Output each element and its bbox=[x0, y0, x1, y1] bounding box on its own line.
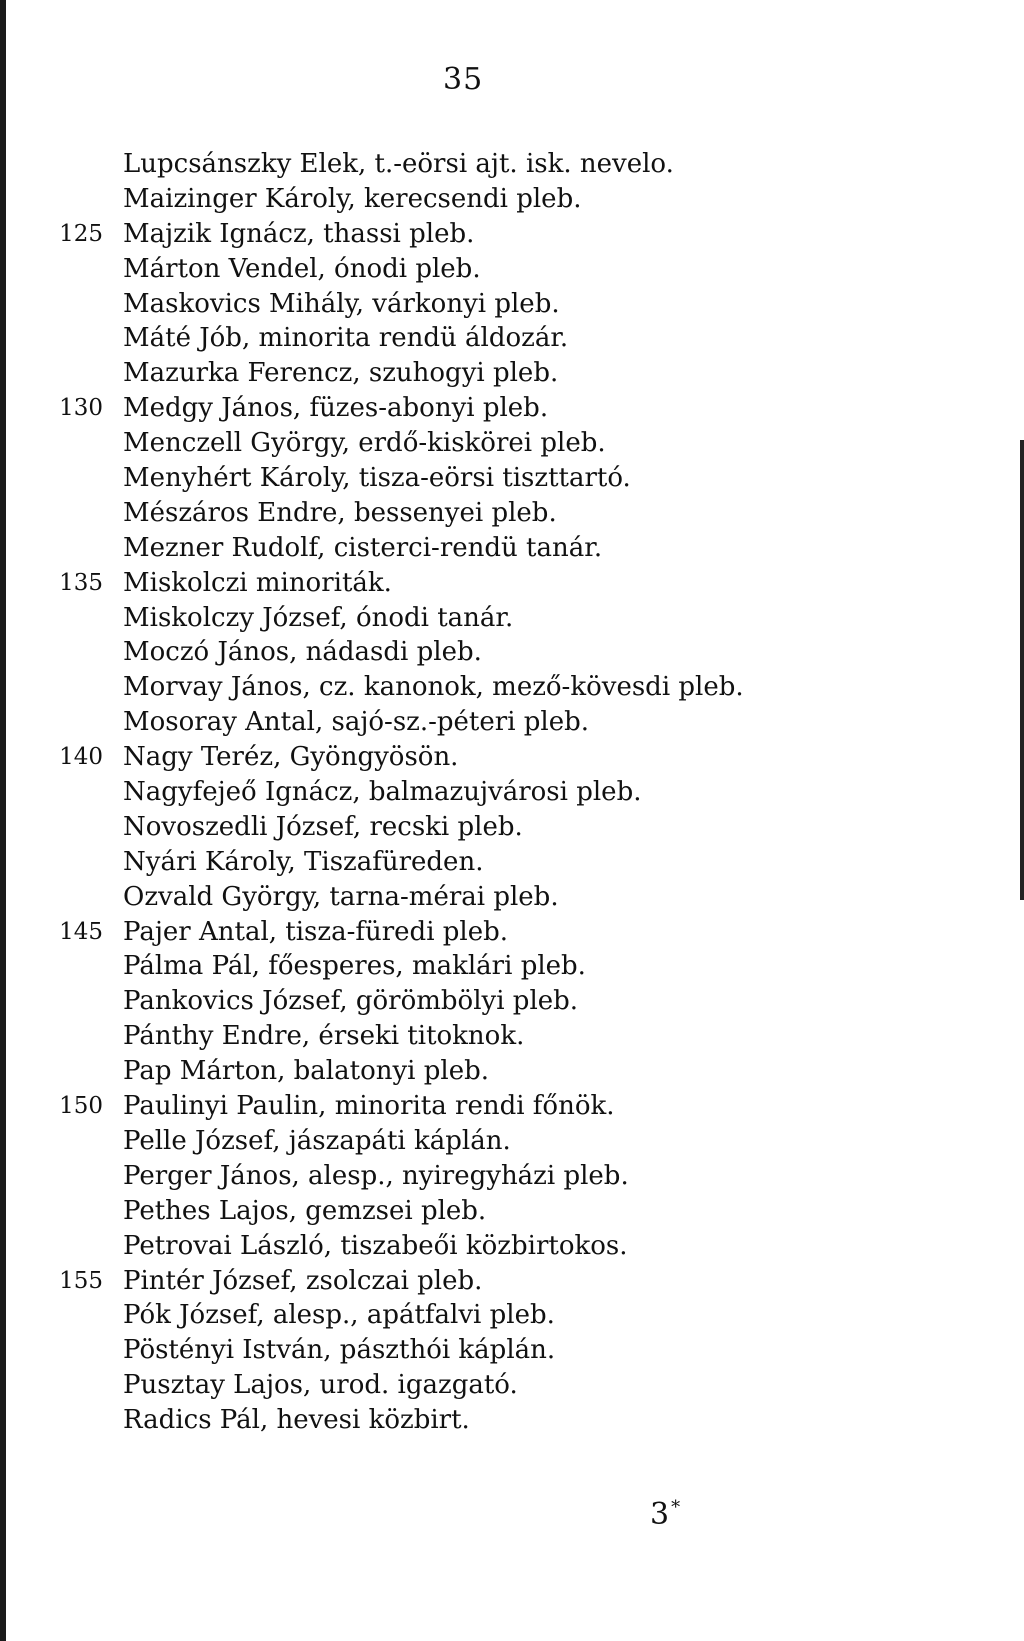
entry-text: Moczó János, nádasdi pleb. bbox=[123, 637, 482, 668]
entry-text: Maizinger Károly, kerecsendi pleb. bbox=[123, 183, 582, 214]
entry-text: Pusztay Lajos, urod. igazgató. bbox=[123, 1370, 518, 1401]
entry-text: Maskovics Mihály, várkonyi pleb. bbox=[123, 288, 560, 319]
entry-text: Perger János, alesp., nyiregyházi pleb. bbox=[123, 1160, 629, 1191]
signature-mark bbox=[650, 1497, 680, 1532]
entry-text: Pánthy Endre, érseki titoknok. bbox=[123, 1021, 525, 1052]
entry-text: Menczell György, erdő-kiskörei pleb. bbox=[123, 428, 606, 459]
entry-number: 125 bbox=[59, 220, 103, 247]
entry-text: Menyhért Károly, tisza-eörsi tiszttartó. bbox=[123, 463, 631, 494]
entry-text: Pók József, alesp., apátfalvi pleb. bbox=[123, 1300, 555, 1331]
entry-number: 130 bbox=[59, 395, 103, 422]
entry-text: Petrovai László, tiszabeői közbirtokos. bbox=[123, 1230, 628, 1261]
entry-text: Lupcsánszky Elek, t.-eörsi ajt. isk. nevelo. bbox=[123, 149, 674, 179]
entry-number: 155 bbox=[59, 1267, 103, 1294]
entry-text: Miskolczi minoriták. bbox=[123, 567, 392, 598]
entry-text: Mazurka Ferencz, szuhogyi pleb. bbox=[123, 358, 559, 389]
entry-text: Pöstényi István, pászthói káplán. bbox=[123, 1335, 556, 1366]
entry-text: Pethes Lajos, gemzsei pleb. bbox=[123, 1195, 487, 1226]
entry-number: 150 bbox=[59, 1093, 103, 1120]
page-edge-mark bbox=[1020, 440, 1024, 900]
entry-text: Pintér József, zsolczai pleb. bbox=[123, 1265, 483, 1296]
entry-text: Pelle József, jászapáti káplán. bbox=[123, 1125, 511, 1156]
entry-text: Nagy Teréz, Gyöngyösön. bbox=[123, 742, 459, 773]
page-number: 35 bbox=[443, 62, 484, 97]
entry-text: Nyári Károly, Tiszafüreden. bbox=[123, 846, 484, 877]
entry-text: Miskolczy József, ónodi tanár. bbox=[123, 602, 514, 633]
entry-text: Pap Márton, balatonyi pleb. bbox=[123, 1056, 489, 1087]
entry-text: Máté Jób, minorita rendü áldozár. bbox=[123, 323, 569, 354]
entry-text: Pajer Antal, tisza-füredi pleb. bbox=[123, 916, 509, 947]
entry-text: Pankovics József, görömbölyi pleb. bbox=[123, 986, 579, 1017]
entry-text: Pálma Pál, főesperes, maklári pleb. bbox=[123, 951, 586, 982]
entry-text: Ozvald György, tarna-mérai pleb. bbox=[123, 881, 559, 912]
entry-number: 145 bbox=[59, 918, 103, 945]
entry-number: 135 bbox=[59, 569, 103, 596]
entry-text: Márton Vendel, ónodi pleb. bbox=[123, 253, 481, 284]
asterisk-icon: * bbox=[671, 1497, 681, 1518]
entry-text: Radics Pál, hevesi közbirt. bbox=[123, 1405, 470, 1436]
signature-number: 3 bbox=[650, 1497, 670, 1532]
entry-text: Nagyfejeő Ignácz, balmazujvárosi pleb. bbox=[123, 777, 642, 808]
page-edge-rule bbox=[0, 0, 6, 1641]
entry-text: Mészáros Endre, bessenyei pleb. bbox=[123, 497, 557, 528]
entry-text: Mosoray Antal, sajó-sz.-péteri pleb. bbox=[123, 707, 590, 738]
entry-text: Paulinyi Paulin, minorita rendi főnök. bbox=[123, 1091, 615, 1122]
entry-number: 140 bbox=[59, 744, 103, 771]
entry-text: Morvay János, cz. kanonok, mező-kövesdi pleb. bbox=[123, 672, 744, 703]
entry-text: Medgy János, füzes-abonyi pleb. bbox=[123, 393, 549, 424]
entry-text: Novoszedli József, recski pleb. bbox=[123, 811, 523, 842]
entry-text: Majzik Ignácz, thassi pleb. bbox=[123, 218, 475, 249]
entry-text: Mezner Rudolf, cisterci-rendü tanár. bbox=[123, 532, 603, 563]
